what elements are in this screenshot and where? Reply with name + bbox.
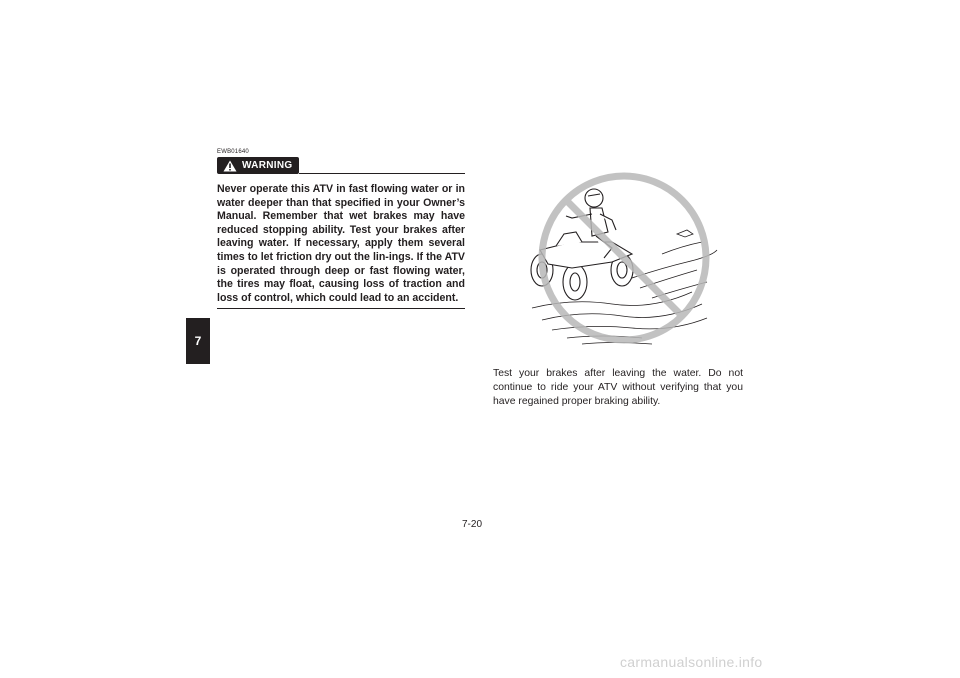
chapter-tab xyxy=(186,318,210,364)
chapter-number: 7 xyxy=(194,334,202,348)
warning-end-rule xyxy=(217,308,465,309)
right-column-text: Test your brakes after leaving the water. Do not continue to ride your ATV without verifying that you have regained proper braking ability. xyxy=(493,368,743,407)
warning-label: WARNING xyxy=(242,160,293,171)
page-number: 7-20 xyxy=(462,519,483,530)
prohibited-atv-water-crossing-illustration xyxy=(512,158,722,350)
warning-code: EWB01640 xyxy=(217,149,249,155)
warning-badge xyxy=(217,157,299,174)
warning-block xyxy=(217,148,465,309)
warning-header xyxy=(217,157,465,177)
warning-header-rule xyxy=(299,173,465,174)
warning-triangle-icon xyxy=(223,160,237,172)
warning-body: Never operate this ATV in fast flowing water or in water deeper than that specified in your Owner’s Manual. Remember that wet brakes may have reduced stopping ability. Test your brakes after leaving water. If necessary, apply them several times to let friction dry out the lin-ings. If the ATV is operated through deep or fast flowing water, the tires may float, causing loss of traction and loss of control, which could lead to an accident. xyxy=(217,183,465,304)
watermark: carmanualsonline.info xyxy=(620,654,763,670)
